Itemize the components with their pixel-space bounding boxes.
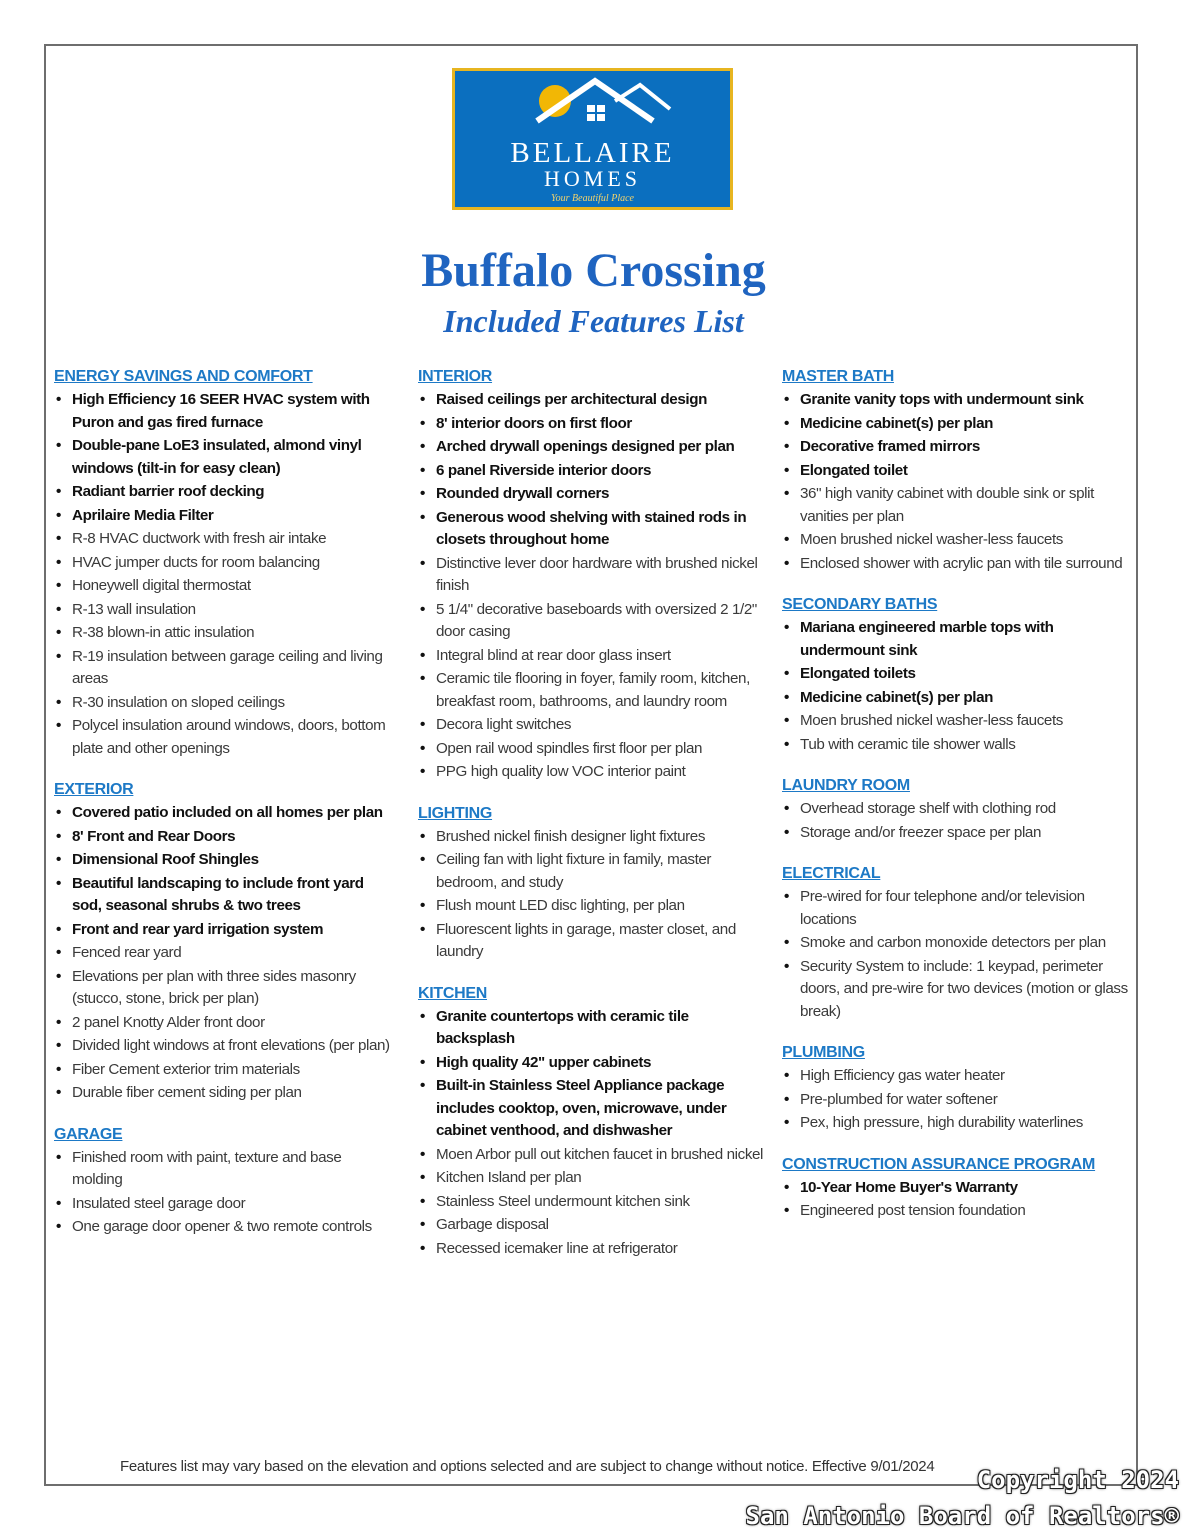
list-item-text: One garage door opener & two remote controls: [72, 1218, 372, 1235]
list-item: [418, 1214, 770, 1237]
bullet-icon: •: [56, 391, 61, 408]
bullet-icon: •: [420, 897, 425, 914]
list-item-text: Elongated toilet: [800, 461, 908, 479]
list-item-text: Raised ceilings per architectural design: [436, 391, 707, 408]
feature-section: [782, 368, 1132, 575]
bullet-icon: •: [420, 1053, 425, 1071]
list-item: [54, 802, 394, 825]
bullet-icon: •: [56, 693, 61, 711]
bullet-icon: •: [420, 1192, 425, 1210]
list-item: [782, 822, 1132, 845]
bullet-icon: •: [56, 600, 61, 618]
feature-list: [418, 1006, 770, 1261]
list-item: [418, 1075, 770, 1143]
list-item: [418, 826, 770, 849]
bullet-icon: •: [784, 888, 789, 905]
bullet-icon: •: [420, 391, 425, 408]
list-item-text: Ceramic tile flooring in foyer, family room, kitchen, breakfast room, bathrooms, and laundry room: [436, 670, 750, 710]
list-item: [54, 692, 394, 715]
copyright-watermark: Copyright 2024: [976, 1466, 1179, 1494]
list-item: [54, 966, 394, 1011]
list-item-text: Pre-wired for four telephone and/or television locations: [800, 888, 1085, 928]
list-item: [418, 507, 770, 552]
feature-list: [418, 389, 770, 784]
bullet-icon: •: [784, 934, 789, 951]
list-item: [782, 734, 1132, 757]
list-item-text: Divided light windows at front elevations (per plan): [72, 1037, 390, 1054]
section-title: LAUNDRY ROOM: [782, 777, 910, 794]
list-item-text: Enclosed shower with acrylic pan with tile surround: [800, 554, 1123, 572]
list-item: [782, 956, 1132, 1024]
list-item-text: Radiant barrier roof decking: [72, 483, 265, 500]
feature-section: [54, 1126, 394, 1239]
list-item: [782, 1177, 1132, 1200]
list-item-text: Double-pane LoE3 insulated, almond vinyl windows (tilt-in for easy clean): [72, 437, 362, 477]
feature-section: [782, 596, 1132, 756]
list-item: [54, 505, 394, 528]
list-item-text: Rounded drywall corners: [436, 485, 610, 502]
features-column-3: [782, 368, 1132, 1244]
list-item: [418, 389, 770, 412]
list-item: [418, 1167, 770, 1190]
list-item-text: Medicine cabinet(s) per plan: [800, 414, 994, 432]
list-item-text: Beautiful landscaping to include front yard sod, seasonal shrubs & two trees: [72, 874, 364, 914]
list-item-text: Fenced rear yard: [72, 944, 182, 961]
bullet-icon: •: [420, 508, 425, 526]
feature-section: [782, 865, 1132, 1023]
list-item-text: Covered patio included on all homes per plan: [72, 804, 383, 821]
list-item: [54, 942, 394, 965]
bullet-icon: •: [56, 1084, 61, 1101]
bullet-icon: •: [784, 438, 789, 455]
bullet-icon: •: [784, 1202, 789, 1219]
list-item-text: Arched drywall openings designed per plan: [436, 438, 735, 455]
list-item-text: 6 panel Riverside interior doors: [436, 461, 652, 479]
bullet-icon: •: [56, 874, 61, 892]
list-item-text: Ceiling fan with light fixture in family, master bedroom, and study: [436, 851, 712, 891]
list-item: [418, 668, 770, 713]
bullet-icon: •: [56, 577, 61, 594]
list-item-text: Polycel insulation around windows, doors, bottom plate and other openings: [72, 717, 386, 757]
list-item: [418, 714, 770, 737]
list-item: [54, 575, 394, 598]
list-item-text: Recessed icemaker line at refrigerator: [436, 1239, 678, 1257]
list-item-text: R-19 insulation between garage ceiling and living areas: [72, 647, 383, 687]
list-item: [418, 599, 770, 644]
list-item-text: High quality 42" upper cabinets: [436, 1053, 652, 1071]
list-item: [54, 873, 394, 918]
list-item-text: Garbage disposal: [436, 1216, 549, 1233]
list-item-text: Finished room with paint, texture and base molding: [72, 1148, 342, 1188]
bullet-icon: •: [420, 1169, 425, 1186]
list-item: [54, 1012, 394, 1035]
feature-list: [782, 798, 1132, 844]
list-item: [782, 1065, 1132, 1088]
section-title: KITCHEN: [418, 984, 488, 1002]
list-item-text: Generous wood shelving with stained rods in closets throughout home: [436, 508, 747, 548]
bullet-icon: •: [420, 485, 425, 502]
bullet-icon: •: [784, 554, 789, 572]
list-item: [782, 617, 1132, 662]
list-item: [418, 1191, 770, 1214]
bullet-icon: •: [784, 619, 789, 636]
feature-section: [54, 368, 394, 760]
list-item-text: 36" high vanity cabinet with double sink or split vanities per plan: [800, 485, 1094, 525]
bullet-icon: •: [56, 920, 61, 938]
list-item: [418, 738, 770, 761]
list-item: [782, 798, 1132, 821]
feature-list: [782, 389, 1132, 575]
bullet-icon: •: [784, 485, 789, 502]
list-item-text: Pex, high pressure, high durability waterlines: [800, 1114, 1083, 1131]
list-item: [782, 1200, 1132, 1223]
list-item-text: Distinctive lever door hardware with brushed nickel finish: [436, 554, 758, 594]
list-item-text: 10-Year Home Buyer's Warranty: [800, 1178, 1018, 1196]
list-item: [54, 481, 394, 504]
list-item-text: Open rail wood spindles first floor per plan: [436, 739, 703, 757]
list-item: [54, 435, 394, 480]
bullet-icon: •: [784, 735, 789, 753]
list-item: [782, 529, 1132, 552]
bullet-icon: •: [784, 957, 789, 975]
list-item: [54, 715, 394, 760]
bullet-icon: •: [56, 1037, 61, 1054]
list-item: [54, 389, 394, 434]
list-item-text: PPG high quality low VOC interior paint: [436, 763, 686, 780]
bullet-icon: •: [784, 823, 789, 841]
feature-list: [782, 886, 1132, 1023]
list-item: [418, 436, 770, 459]
logo-name: BELLAIRE: [510, 137, 675, 169]
list-item: [418, 761, 770, 784]
list-item-text: Brushed nickel finish designer light fixtures: [436, 827, 706, 845]
list-item: [782, 389, 1132, 412]
list-item: [54, 1193, 394, 1216]
footer-note: Features list may vary based on the elevation and options selected and are subject to change without notice. Effective 9/01/2024: [120, 1458, 935, 1475]
feature-section: [418, 985, 770, 1261]
feature-list: [782, 1177, 1132, 1223]
bullet-icon: •: [420, 414, 425, 432]
section-title: INTERIOR: [418, 368, 493, 385]
list-item-text: Overhead storage shelf with clothing rod: [800, 800, 1056, 817]
list-item: [54, 1216, 394, 1239]
bullet-icon: •: [784, 461, 789, 479]
list-item-text: Moen brushed nickel washer-less faucets: [800, 712, 1063, 729]
bullet-icon: •: [784, 665, 789, 682]
board-watermark: San Antonio Board of Realtors®: [745, 1502, 1179, 1530]
list-item-text: Moen Arbor pull out kitchen faucet in brushed nickel: [436, 1145, 764, 1163]
list-item-text: Elevations per plan with three sides masonry (stucco, stone, brick per plan): [72, 967, 356, 1007]
bullet-icon: •: [420, 827, 425, 845]
list-item: [782, 413, 1132, 436]
bullet-icon: •: [56, 1060, 61, 1078]
list-item-text: Storage and/or freezer space per plan: [800, 823, 1042, 841]
bullet-icon: •: [56, 437, 61, 454]
bullet-icon: •: [420, 670, 425, 687]
list-item: [54, 1059, 394, 1082]
list-item: [54, 826, 394, 849]
list-item: [418, 1052, 770, 1075]
feature-section: [418, 368, 770, 784]
list-item: [418, 413, 770, 436]
list-item-text: Moen brushed nickel washer-less faucets: [800, 531, 1063, 548]
list-item-text: 8' interior doors on first floor: [436, 414, 632, 432]
feature-list: [782, 1065, 1132, 1135]
list-item-text: Integral blind at rear door glass insert: [436, 646, 671, 664]
bullet-icon: •: [56, 1218, 61, 1235]
list-item: [54, 646, 394, 691]
section-title: MASTER BATH: [782, 368, 894, 385]
feature-list: [418, 826, 770, 964]
feature-list: [782, 617, 1132, 756]
list-item: [418, 1238, 770, 1261]
list-item: [54, 1082, 394, 1105]
bullet-icon: •: [56, 851, 61, 868]
bullet-icon: •: [784, 1178, 789, 1196]
bullet-icon: •: [56, 1194, 61, 1212]
bullet-icon: •: [784, 1114, 789, 1131]
section-title: GARAGE: [54, 1125, 123, 1143]
bullet-icon: •: [420, 1216, 425, 1233]
list-item-text: 2 panel Knotty Alder front door: [72, 1013, 265, 1031]
bullet-icon: •: [420, 716, 425, 733]
bullet-icon: •: [784, 1090, 789, 1108]
list-item: [782, 663, 1132, 686]
bullet-icon: •: [420, 461, 425, 479]
bellaire-homes-logo: [452, 68, 733, 210]
list-item-text: Flush mount LED disc lighting, per plan: [436, 897, 685, 914]
list-item-text: Security System to include: 1 keypad, perimeter doors, and pre-wire for two devices (motion or glass break): [800, 957, 1128, 1020]
feature-section: [782, 777, 1132, 844]
list-item: [54, 849, 394, 872]
page-title: Buffalo Crossing: [421, 244, 766, 297]
bullet-icon: •: [420, 920, 425, 938]
list-item-text: Pre-plumbed for water softener: [800, 1090, 998, 1108]
bullet-icon: •: [784, 688, 789, 706]
list-item: [782, 1112, 1132, 1135]
list-item-text: Granite vanity tops with undermount sink: [800, 391, 1084, 408]
list-item: [782, 886, 1132, 931]
list-item: [418, 553, 770, 598]
list-item-text: Granite countertops with ceramic tile backsplash: [436, 1007, 689, 1047]
list-item-text: Front and rear yard irrigation system: [72, 920, 324, 938]
bullet-icon: •: [56, 483, 61, 500]
bullet-icon: •: [56, 804, 61, 821]
list-item: [54, 528, 394, 551]
list-item: [418, 483, 770, 506]
bullet-icon: •: [56, 717, 61, 734]
list-item: [418, 895, 770, 918]
logo-tagline: Your Beautiful Place: [551, 193, 634, 204]
list-item-text: R-8 HVAC ductwork with fresh air intake: [72, 530, 327, 547]
bullet-icon: •: [56, 827, 61, 845]
list-item-text: Fiber Cement exterior trim materials: [72, 1060, 300, 1078]
list-item: [54, 622, 394, 645]
list-item-text: Fluorescent lights in garage, master closet, and laundry: [436, 920, 736, 960]
bullet-icon: •: [784, 414, 789, 432]
section-title: ELECTRICAL: [782, 865, 881, 882]
feature-list: [54, 389, 394, 760]
list-item: [782, 553, 1132, 576]
bullet-icon: •: [420, 1007, 425, 1025]
list-item-text: 8' Front and Rear Doors: [72, 827, 236, 845]
feature-list: [54, 1147, 394, 1239]
features-column-1: [54, 368, 394, 1260]
list-item-text: Dimensional Roof Shingles: [72, 851, 259, 868]
feature-section: [418, 805, 770, 964]
list-item: [54, 599, 394, 622]
bullet-icon: •: [56, 944, 61, 961]
list-item-text: Medicine cabinet(s) per plan: [800, 688, 994, 706]
list-item-text: High Efficiency 16 SEER HVAC system with Puron and gas fired furnace: [72, 391, 370, 431]
logo-subname: HOMES: [543, 166, 641, 191]
list-item: [54, 552, 394, 575]
section-title: CONSTRUCTION ASSURANCE PROGRAM: [782, 1155, 1096, 1173]
list-item: [782, 436, 1132, 459]
list-item-text: Honeywell digital thermostat: [72, 577, 251, 594]
section-title: SECONDARY BATHS: [782, 596, 938, 613]
list-item-text: Decora light switches: [436, 716, 572, 733]
list-item-text: Decorative framed mirrors: [800, 438, 980, 455]
bullet-icon: •: [420, 1145, 425, 1163]
feature-list: [54, 802, 394, 1105]
list-item-text: Aprilaire Media Filter: [72, 506, 214, 524]
list-item-text: Durable fiber cement siding per plan: [72, 1084, 302, 1101]
section-title: EXTERIOR: [54, 781, 134, 798]
list-item: [54, 1147, 394, 1192]
bullet-icon: •: [56, 1148, 61, 1166]
list-item: [418, 460, 770, 483]
bullet-icon: •: [420, 763, 425, 780]
feature-section: [782, 1156, 1132, 1223]
list-item-text: Built-in Stainless Steel Appliance package includes cooktop, oven, microwave, under cabinet venthood, and dishwasher: [436, 1077, 727, 1139]
list-item-text: Insulated steel garage door: [72, 1194, 246, 1212]
bullet-icon: •: [784, 1067, 789, 1084]
list-item: [782, 1089, 1132, 1112]
bullet-icon: •: [56, 967, 61, 985]
bullet-icon: •: [420, 851, 425, 868]
bullet-icon: •: [784, 712, 789, 729]
list-item: [418, 849, 770, 894]
list-item: [782, 932, 1132, 955]
bullet-icon: •: [56, 506, 61, 524]
list-item-text: R-13 wall insulation: [72, 600, 196, 618]
list-item-text: Engineered post tension foundation: [800, 1202, 1026, 1219]
list-item: [54, 1035, 394, 1058]
list-item: [782, 460, 1132, 483]
section-title: PLUMBING: [782, 1044, 865, 1061]
list-item-text: Mariana engineered marble tops with undermount sink: [800, 619, 1054, 659]
bullet-icon: •: [56, 1013, 61, 1031]
bullet-icon: •: [784, 531, 789, 548]
bullet-icon: •: [56, 530, 61, 547]
list-item-text: High Efficiency gas water heater: [800, 1067, 1005, 1084]
list-item: [782, 483, 1132, 528]
list-item: [418, 1006, 770, 1051]
bullet-icon: •: [420, 554, 425, 572]
bullet-icon: •: [420, 600, 425, 618]
list-item: [418, 1144, 770, 1167]
list-item-text: R-30 insulation on sloped ceilings: [72, 693, 285, 711]
list-item-text: HVAC jumper ducts for room balancing: [72, 553, 320, 571]
bullet-icon: •: [56, 624, 61, 641]
list-item-text: Elongated toilets: [800, 665, 916, 682]
bullet-icon: •: [420, 739, 425, 757]
list-item-text: Kitchen Island per plan: [436, 1169, 582, 1186]
list-item: [782, 687, 1132, 710]
list-item: [418, 919, 770, 964]
list-item-text: 5 1/4" decorative baseboards with oversized 2 1/2" door casing: [436, 600, 757, 640]
list-item: [418, 645, 770, 668]
bullet-icon: •: [420, 1239, 425, 1257]
bullet-icon: •: [784, 391, 789, 408]
page-subtitle: Included Features List: [443, 303, 744, 339]
features-column-2: [418, 368, 770, 1281]
list-item-text: Stainless Steel undermount kitchen sink: [436, 1192, 690, 1210]
bullet-icon: •: [420, 438, 425, 455]
feature-section: [54, 781, 394, 1105]
feature-section: [782, 1044, 1132, 1135]
bullet-icon: •: [56, 553, 61, 571]
bullet-icon: •: [56, 647, 61, 665]
section-title: ENERGY SAVINGS AND COMFORT: [54, 368, 313, 385]
bullet-icon: •: [784, 800, 789, 817]
list-item-text: R-38 blown-in attic insulation: [72, 624, 255, 641]
bullet-icon: •: [420, 646, 425, 664]
section-title: LIGHTING: [418, 804, 493, 822]
list-item: [782, 710, 1132, 733]
list-item-text: Smoke and carbon monoxide detectors per plan: [800, 934, 1106, 951]
list-item: [54, 919, 394, 942]
bullet-icon: •: [420, 1077, 425, 1094]
list-item-text: Tub with ceramic tile shower walls: [800, 735, 1016, 753]
